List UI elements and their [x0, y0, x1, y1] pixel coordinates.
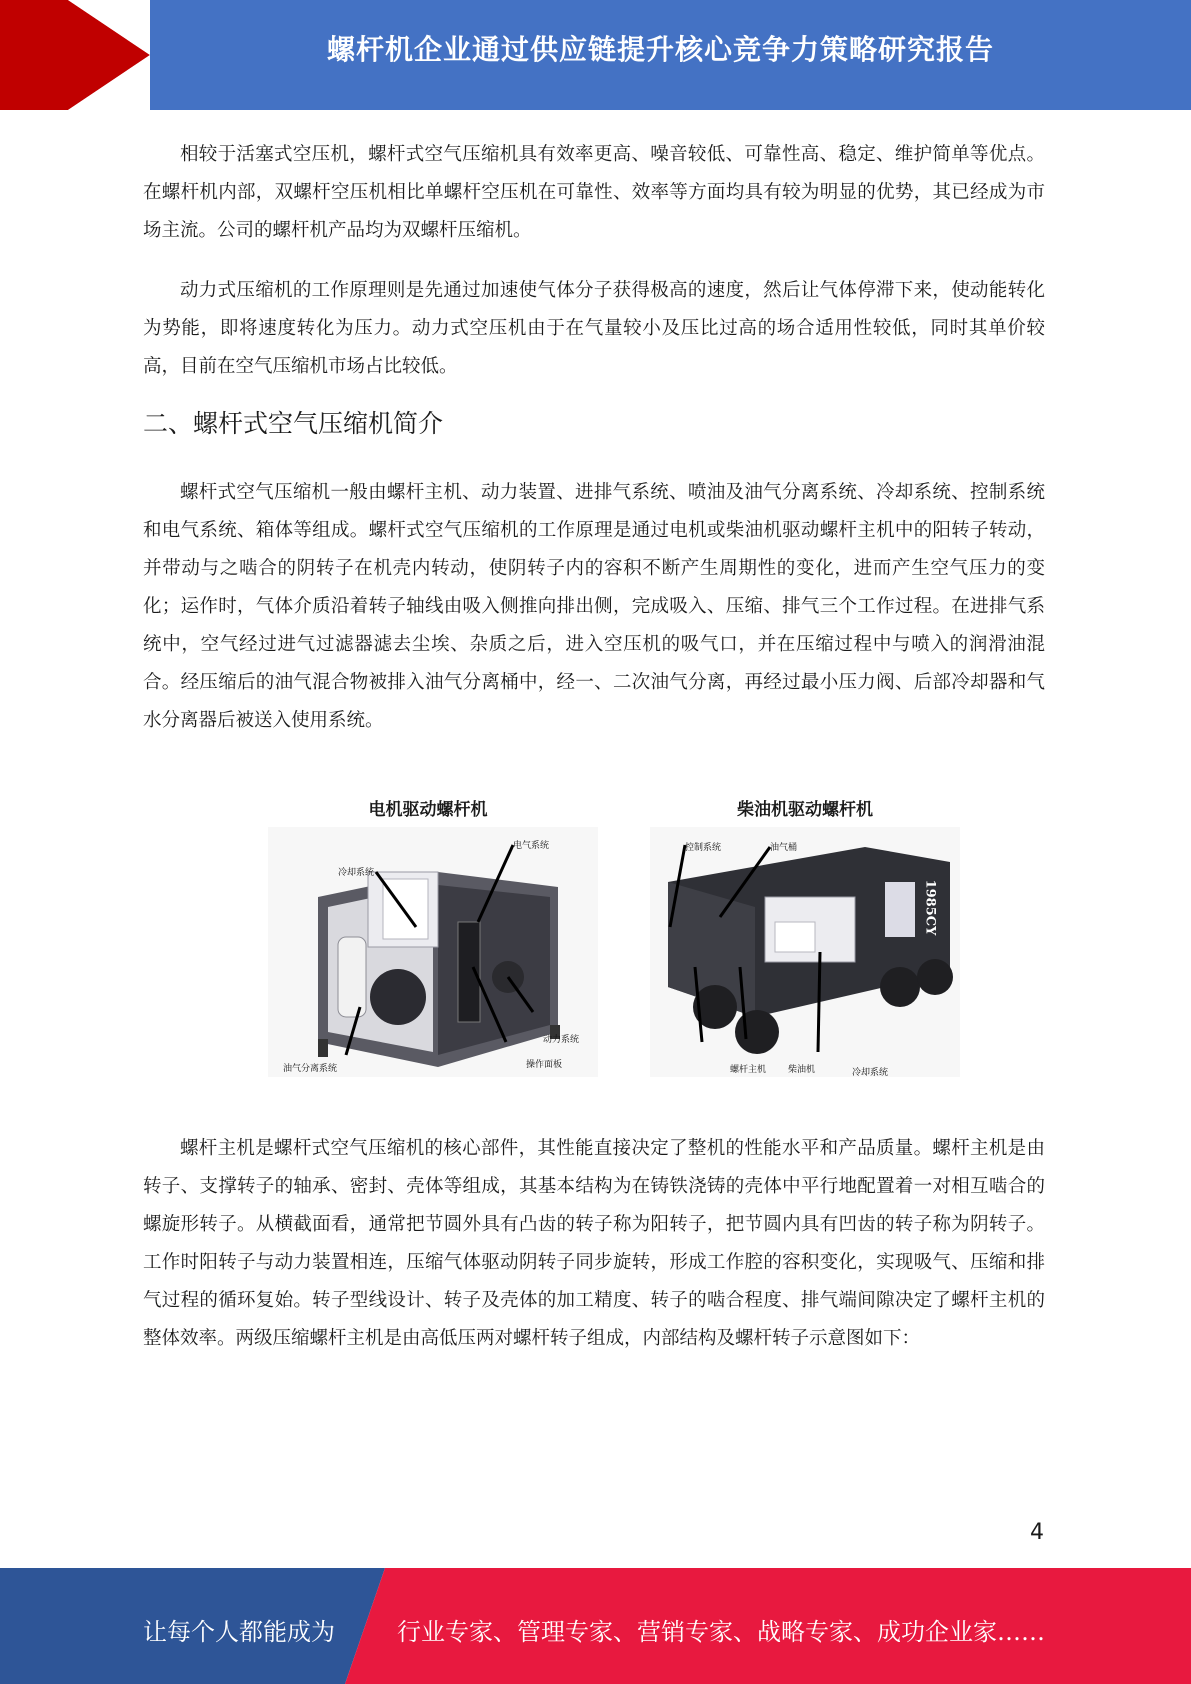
figure-motor-driven	[268, 795, 598, 1085]
paragraph-4-block	[143, 1130, 1045, 1358]
paragraph-2-block	[143, 272, 1045, 386]
figure-diesel-title: 柴油机驱动螺杆机	[737, 800, 873, 820]
label-electrical-system: 电气系统	[513, 841, 550, 851]
label-power-system: 动力系统	[543, 1035, 580, 1045]
paragraph-1: 相较于活塞式空压机，螺杆式空气压缩机具有效率更高、噪音较低、可靠性高、稳定、维护简单等优点。在螺杆机内部，双螺杆空压机相比单螺杆空压机在可靠性、效率等方面均具有较为明显的优势，其已经成为市场主流。公司的螺杆机产品均为双螺杆压缩机。	[143, 144, 1045, 241]
diesel-compressor-illustration	[650, 827, 960, 1077]
footer-slogan-right: 行业专家、管理专家、营销专家、战略专家、成功企业家……	[397, 1618, 1045, 1646]
paragraph-1-block	[143, 136, 1045, 250]
figure-motor-title: 电机驱动螺杆机	[368, 800, 488, 820]
figure-diesel-driven	[650, 795, 960, 1085]
paragraph-2: 动力式压缩机的工作原理则是先通过加速使气体分子获得极高的速度，然后让气体停滞下来，使动能转化为势能，即将速度转化为压力。动力式空压机由于在气量较小及压比过高的场合适用性较低，同时其单价较高，目前在空气压缩机市场占比较低。	[143, 280, 1045, 377]
label-oil-gas-separation: 油气分离系统	[283, 1064, 338, 1074]
label-cooling-system-diesel: 冷却系统	[852, 1068, 889, 1078]
label-model-number: 1985CY	[922, 879, 938, 936]
label-operation-panel: 操作面板	[526, 1060, 563, 1070]
page-number: 4	[1030, 1520, 1044, 1545]
label-control-system: 控制系统	[685, 843, 722, 853]
footer-slogan-left: 让每个人都能成为	[143, 1618, 335, 1646]
section-heading: 二、螺杆式空气压缩机简介	[143, 409, 444, 438]
label-cooling-system: 冷却系统	[338, 868, 375, 878]
paragraph-4: 螺杆主机是螺杆式空气压缩机的核心部件，其性能直接决定了整机的性能水平和产品质量。螺杆主机是由转子、支撑转子的轴承、密封、壳体等组成，其基本结构为在铸铁浇铸的壳体中平行地配置着一对相互啮合的螺旋形转子。从横截面看，通常把节圆外具有凸齿的转子称为阳转子，把节圆内具有凹齿的转子称为阴转子。工作时阳转子与动力装置相连，压缩气体驱动阴转子同步旋转，形成工作腔的容积变化，实现吸气、压缩和排气过程的循环复始。转子型线设计、转子及壳体的加工精度、转子的啮合程度、排气端间隙决定了螺杆主机的整体效率。两级压缩螺杆主机是由高低压两对螺杆转子组成，内部结构及螺杆转子示意图如下：	[143, 1138, 1045, 1349]
report-title: 螺杆机企业通过供应链提升核心竞争力策略研究报告	[326, 33, 994, 66]
page-header	[0, 0, 1191, 110]
paragraph-3-block	[143, 474, 1045, 740]
label-diesel-engine: 柴油机	[788, 1065, 816, 1075]
label-oil-gas-tank: 油气桶	[770, 843, 798, 853]
paragraph-3: 螺杆式空气压缩机一般由螺杆主机、动力装置、进排气系统、喷油及油气分离系统、冷却系统、控制系统和电气系统、箱体等组成。螺杆式空气压缩机的工作原理是通过电机或柴油机驱动螺杆主机中的阳转子转动，并带动与之啮合的阴转子在机壳内转动，使阴转子内的容积不断产生周期性的变化，进而产生空气压力的变化；运作时，气体介质沿着转子轴线由吸入侧推向排出侧，完成吸入、压缩、排气三个工作过程。在进排气系统中，空气经过进气过滤器滤去尘埃、杂质之后，进入空压机的吸气口，并在压缩过程中与喷入的润滑油混合。经压缩后的油气混合物被排入油气分离桶中，经一、二次油气分离，再经过最小压力阀、后部冷却器和气水分离器后被送入使用系统。	[143, 482, 1045, 731]
page-footer	[0, 1568, 1191, 1684]
label-screw-airend: 螺杆主机	[730, 1065, 767, 1075]
